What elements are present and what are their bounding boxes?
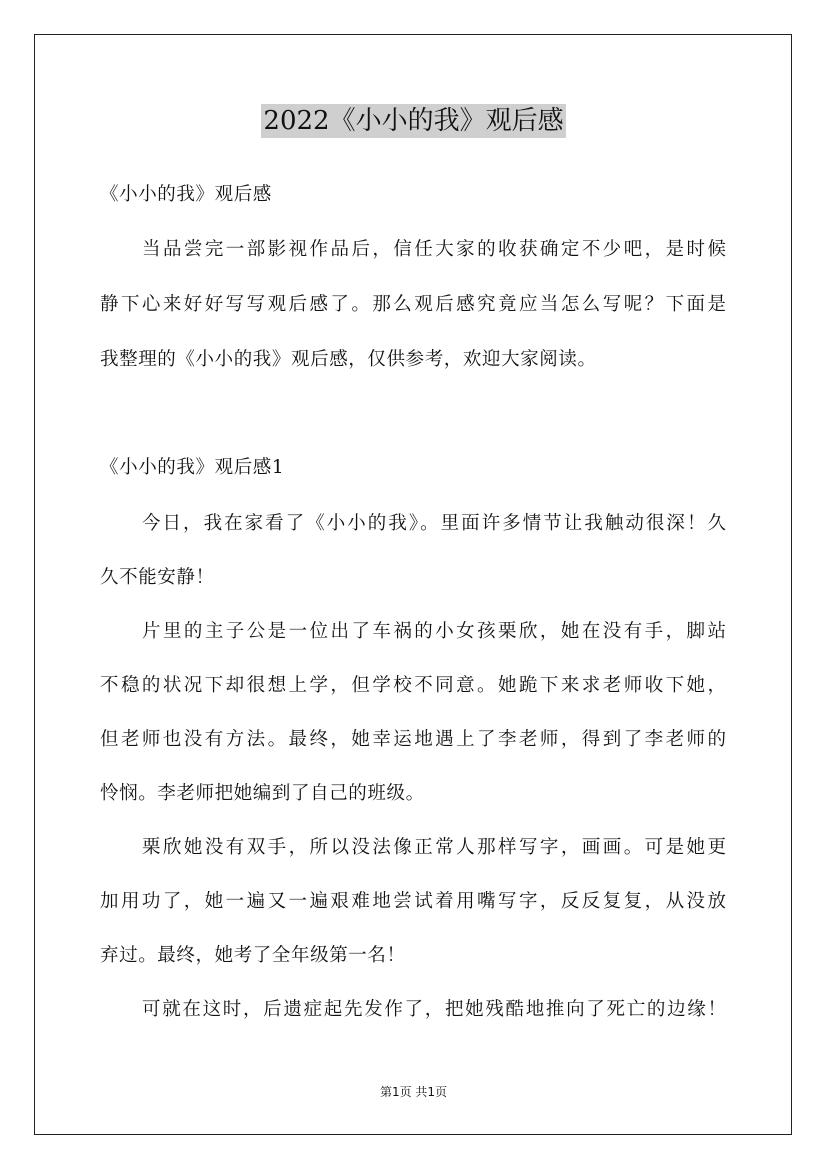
- body-line: 片里的主子公是一位出了车祸的小女孩栗欣，她在没有手，脚站: [142, 621, 726, 642]
- intro-line: 静下心来好好写写观后感了。那么观后感究竟应当怎么写呢？下面是: [100, 294, 726, 315]
- body-line: 久不能安静！: [100, 567, 215, 588]
- body-line: 怜悯。李老师把她编到了自己的班级。: [100, 783, 425, 804]
- page-footer: 第1页 共1页: [379, 1085, 448, 1099]
- document-title-wrap: [0, 100, 827, 142]
- body-line: 可就在这时，后遗症起先发作了，把她残酷地推向了死亡的边缘！: [142, 999, 726, 1020]
- body-line: 栗欣她没有双手，所以没法像正常人那样写字，画画。可是她更: [142, 837, 726, 858]
- subtitle: 《小小的我》观后感: [100, 184, 272, 205]
- body-line: 但老师也没有方法。最终，她幸运地遇上了李老师，得到了李老师的: [100, 729, 726, 750]
- body-line: 弃过。最终，她考了全年级第一名！: [100, 945, 406, 966]
- body-line: 今日，我在家看了《小小的我》。里面许多情节让我触动很深！久: [142, 513, 726, 534]
- body-line: 不稳的状况下却很想上学，但学校不同意。她跪下来求老师收下她，: [100, 675, 726, 696]
- section-heading: 《小小的我》观后感1: [100, 457, 285, 478]
- document-title: 2022《小小的我》观后感: [263, 106, 564, 136]
- intro-line: 我整理的《小小的我》观后感，仅供参考，欢迎大家阅读。: [100, 349, 597, 370]
- intro-line: 当品尝完一部影视作品后，信任大家的收获确定不少吧，是时候: [142, 239, 726, 260]
- body-line: 加用功了，她一遍又一遍艰难地尝试着用嘴写字，反反复复，从没放: [100, 891, 726, 912]
